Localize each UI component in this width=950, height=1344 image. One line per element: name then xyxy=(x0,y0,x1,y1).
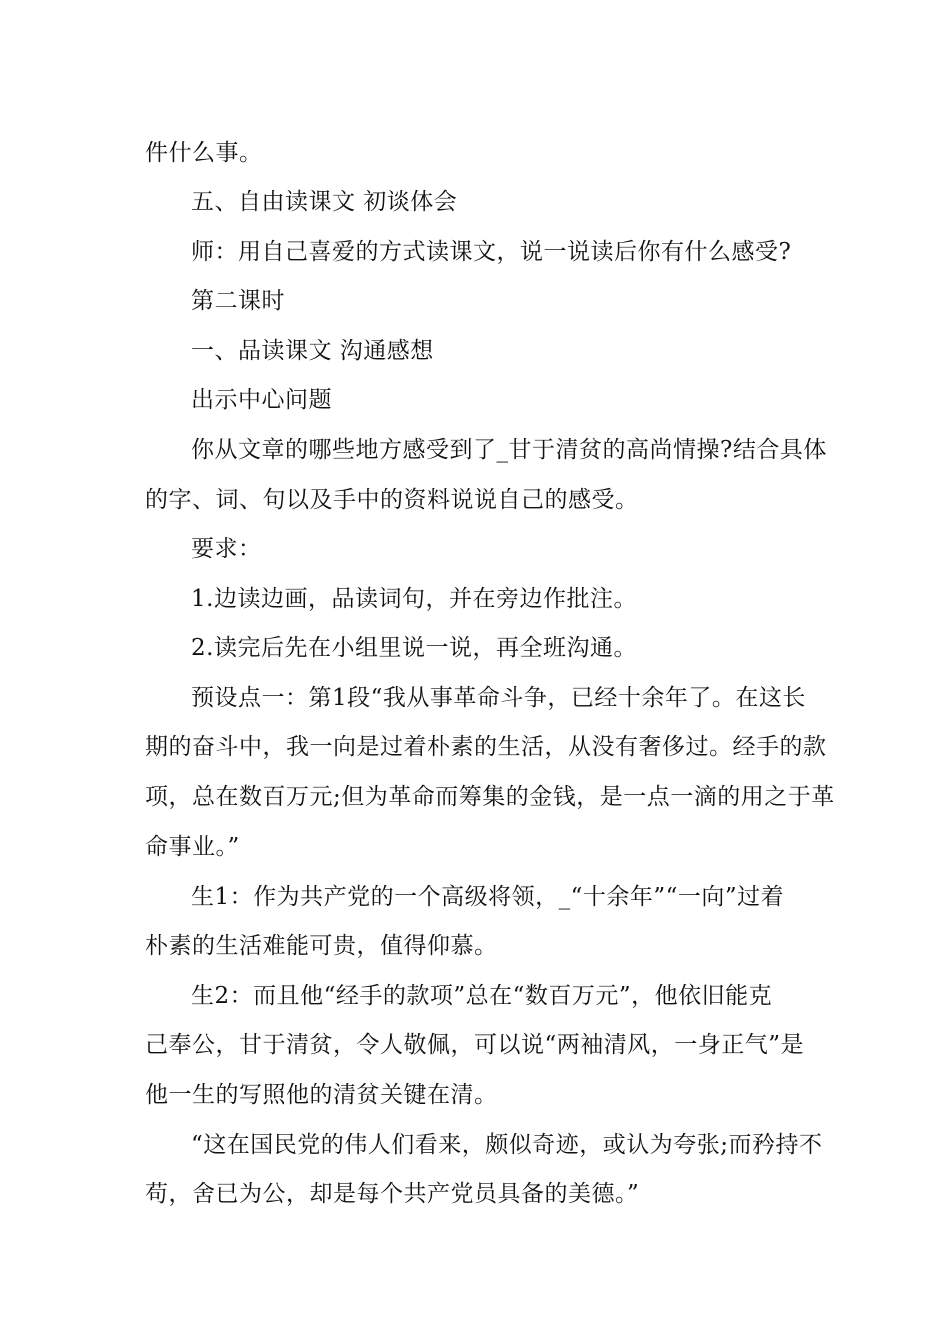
text-line: 你从文章的哪些地方感受到了_甘于清贫的高尚情操?结合具体 xyxy=(191,437,827,463)
text-line: 他一生的写照他的清贫关键在清。 xyxy=(145,1082,498,1108)
section-heading: 第二课时 xyxy=(191,288,285,314)
text-line: 朴素的生活难能可贵，值得仰慕。 xyxy=(145,933,498,959)
list-item: 2.读完后先在小组里说一说，再全班沟通。 xyxy=(191,635,637,661)
text-line: 的字、词、句以及手中的资料说说自己的感受。 xyxy=(145,487,639,513)
text-line: 件什么事。 xyxy=(145,140,263,166)
text-line: 生1：作为共产党的一个高级将领，_“十余年”“一向”过着 xyxy=(191,884,785,910)
text-line: 命事业。” xyxy=(145,834,240,860)
text-line: 要求： xyxy=(191,536,262,562)
text-line: 师：用自己喜爱的方式读课文，说一说读后你有什么感受? xyxy=(191,239,792,265)
list-item: 1.边读边画，品读词句，并在旁边作批注。 xyxy=(191,586,637,612)
text-line: 生2：而且他“经手的款项”总在“数百万元”，他依旧能克 xyxy=(191,983,773,1009)
text-line: 苟，舍已为公，却是每个共产党员具备的美德。” xyxy=(145,1181,640,1207)
text-line: 期的奋斗中，我一向是过着朴素的生活，从没有奢侈过。经手的款 xyxy=(145,734,827,760)
section-heading: 一、品读课文 沟通感想 xyxy=(191,338,434,364)
text-line: 己奉公，甘于清贫，令人敬佩，可以说“两袖清风，一身正气”是 xyxy=(145,1032,805,1058)
text-line: 项，总在数百万元;但为革命而筹集的金钱，是一点一滴的用之于革 xyxy=(145,784,835,810)
section-heading: 五、自由读课文 初谈体会 xyxy=(191,189,458,215)
text-line: 预设点一：第1段“我从事革命斗争，已经十余年了。在这长 xyxy=(191,685,806,711)
text-line: 出示中心问题 xyxy=(191,387,332,413)
text-line: “这在国民党的伟人们看来，颇似奇迹，或认为夸张;而矜持不 xyxy=(191,1132,823,1158)
